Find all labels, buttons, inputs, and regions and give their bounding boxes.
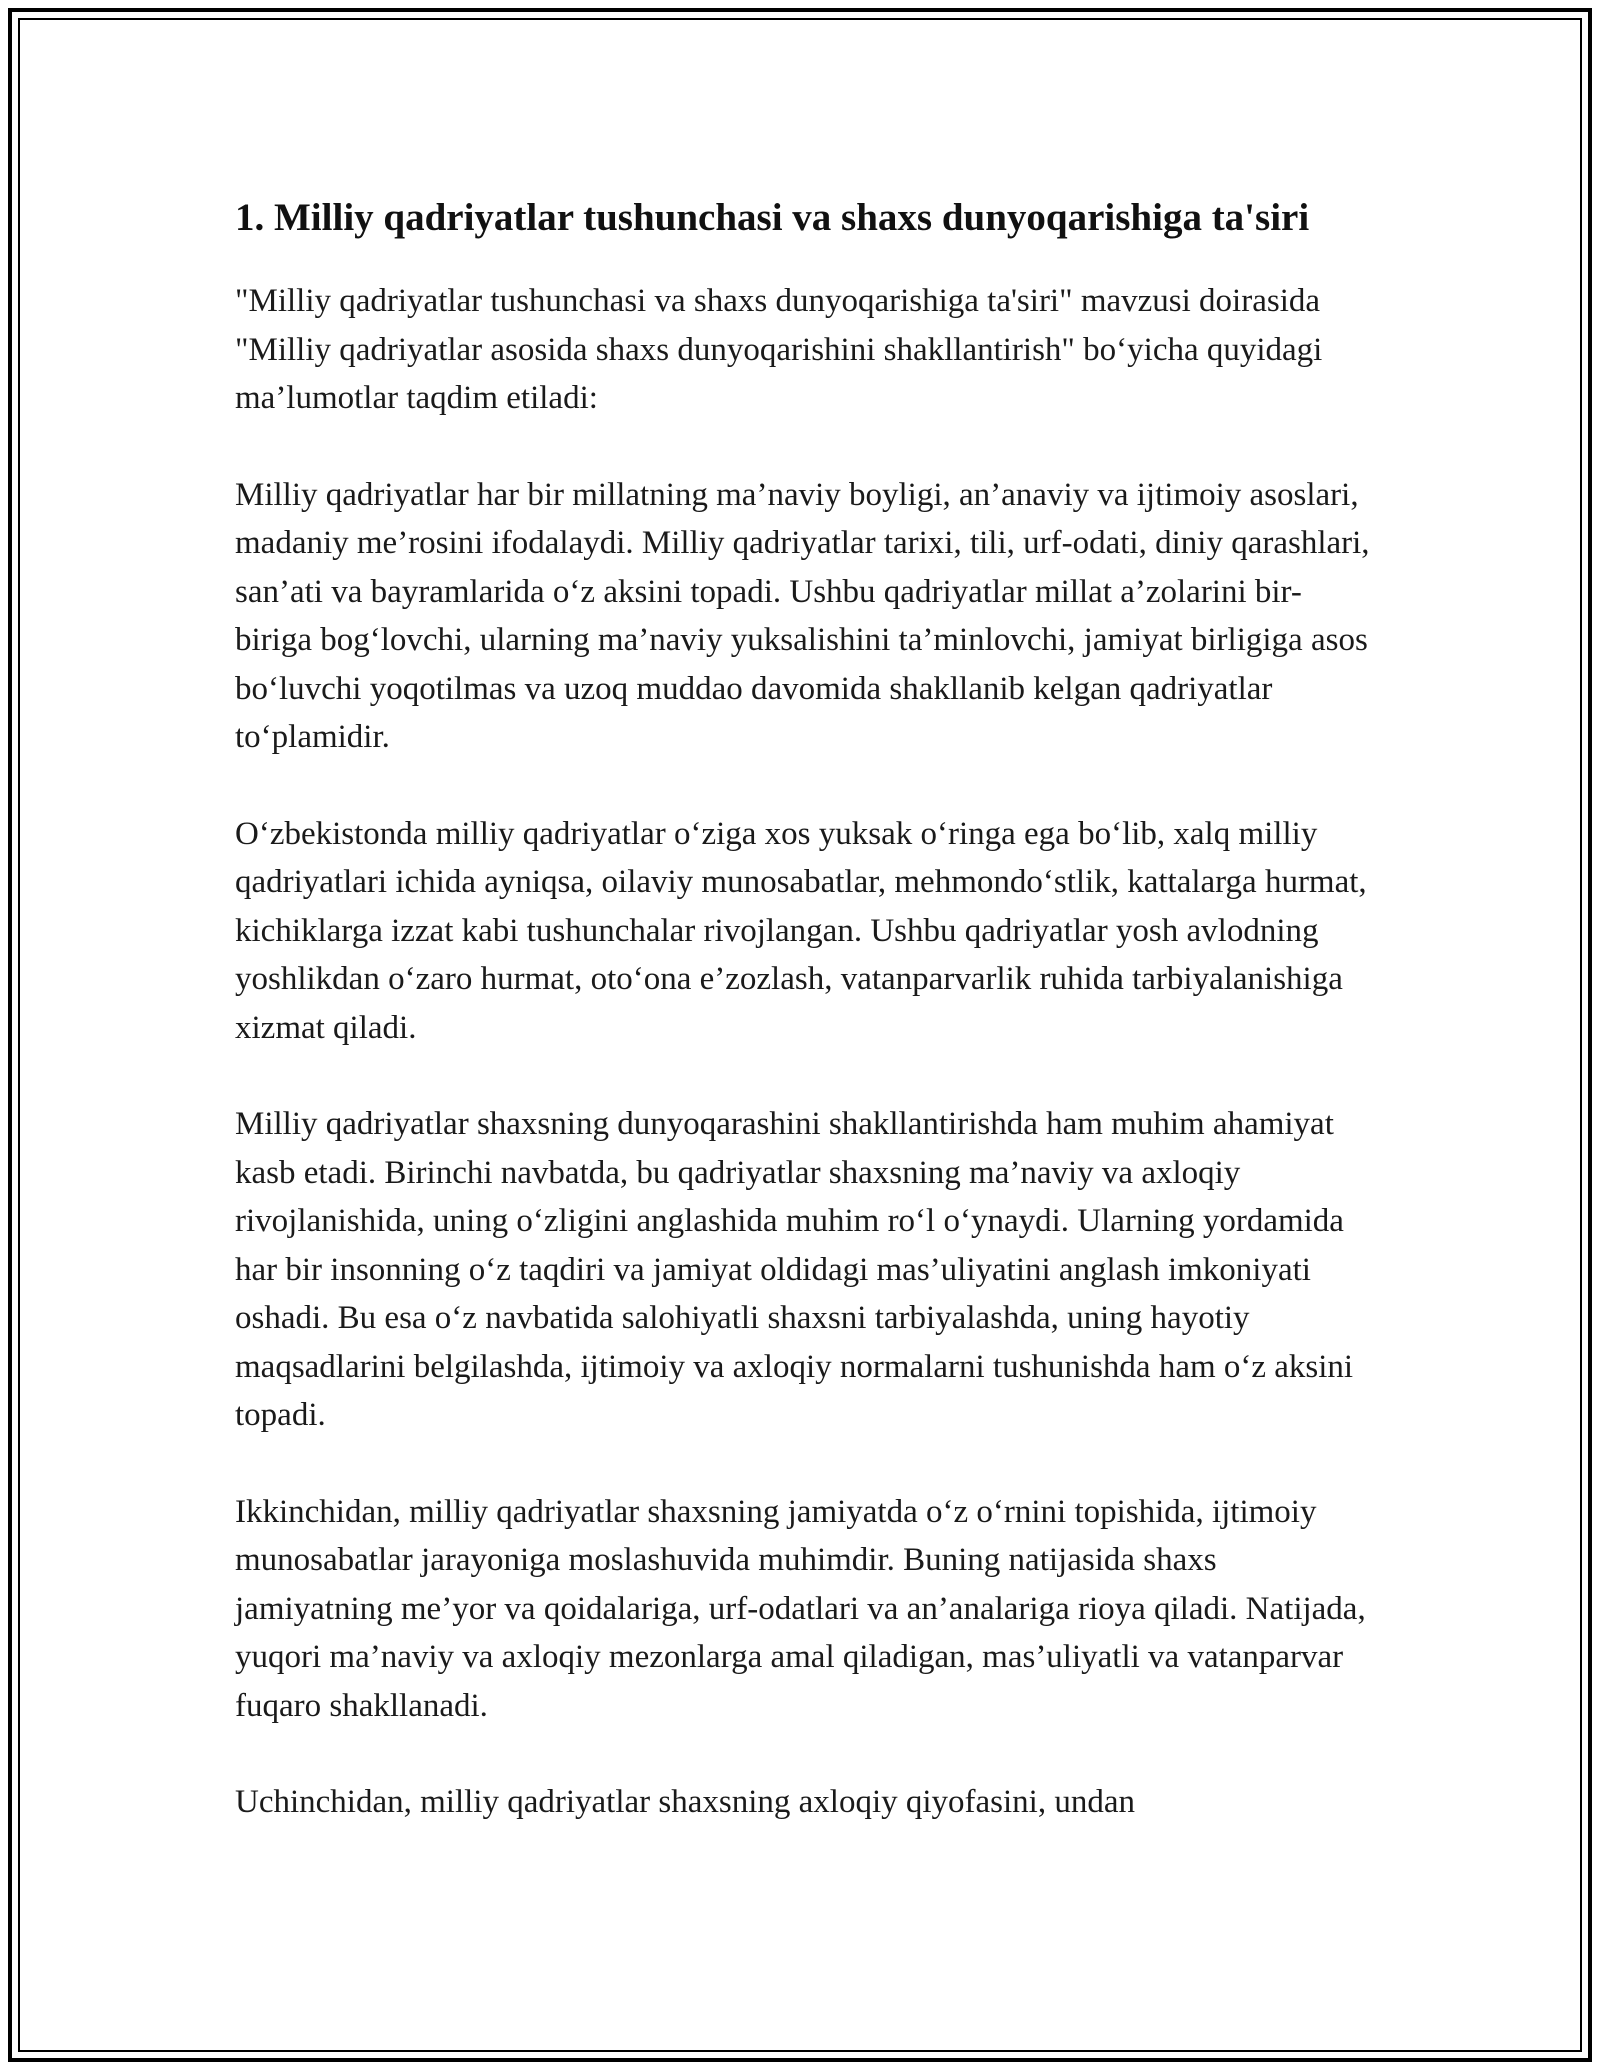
paragraph-uzbekistan: O‘zbekistonda milliy qadriyatlar o‘ziga xos yuksak o‘ringa ega bo‘lib, xalq milliy qadriyatlari ichida ayniqsa, oilaviy munosabatlar, mehmondo‘stlik, kattalarga hurmat, kichiklarga izzat kabi tushunchalar rivojlangan. Ushbu qadriyatlar yosh avlodning yoshlikdan o‘zaro hurmat, oto‘ona e’zozlash, vatanparvarlik ruhida tarbiyalanishiga xizmat qiladi.: [235, 815, 1367, 1046]
paragraph-second-point: Ikkinchidan, milliy qadriyatlar shaxsning jamiyatda o‘z o‘rnini topishida, ijtimoiy munosabatlar jarayoniga moslashuvida muhimdir. Buning natijasida shaxs jamiyatning me’yor va qoidalariga, urf-odatlari va an’analariga rioya qiladi. Natijada, yuqori ma’naviy va axloqiy mezonlarga amal qiladigan, mas’uliyatli va vatanparvar fuqaro shakllanadi.: [235, 1493, 1366, 1724]
paragraph-definition: Milliy qadriyatlar har bir millatning ma’naviy boyligi, an’anaviy va ijtimoiy asoslari, madaniy me’rosini ifodalaydi. Milliy qadriyatlar tarixi, tili, urf-odati, diniy qarashlari, san’ati va bayramlarida o‘z aksini topadi. Ushbu qadriyatlar millat a’zolarini bir-biriga bog‘lovchi, ularning ma’naviy yuksalishini ta’minlovchi, jamiyat birligiga asos bo‘luvchi yoqotilmas va uzoq muddao davomida shakllanib kelgan qadriyatlar to‘plamidir.: [235, 476, 1370, 755]
paragraph-third-point: Uchinchidan, milliy qadriyatlar shaxsning axloqiy qiyofasini, undan: [235, 1784, 1135, 1820]
section-heading: 1. Milliy qadriyatlar tushunchasi va shaxs dunyoqarishiga ta'siri: [235, 196, 1310, 239]
document-body: [235, 190, 1375, 1875]
paragraph-intro: "Milliy qadriyatlar tushunchasi va shaxs dunyoqarishiga ta'siri" mavzusi doirasida "Milliy qadriyatlar asosida shaxs dunyoqarishini shakllantirish" bo‘yicha quyidagi ma’lumotlar taqdim etiladi:: [235, 283, 1323, 416]
paragraph-first-point: Milliy qadriyatlar shaxsning dunyoqarashini shakllantirishda ham muhim ahamiyat kasb etadi. Birinchi navbatda, bu qadriyatlar shaxsning ma’naviy va axloqiy rivojlanishida, uning o‘zligini anglashida muhim ro‘l o‘ynaydi. Ularning yordamida har bir insonning o‘z taqdiri va jamiyat oldidagi mas’uliyatini anglash imkoniyati oshadi. Bu esa o‘z navbatida salohiyatli shaxsni tarbiyalashda, uning hayotiy maqsadlarini belgilashda, ijtimoiy va axloqiy normalarni tushunishda ham o‘z aksini topadi.: [235, 1106, 1354, 1433]
